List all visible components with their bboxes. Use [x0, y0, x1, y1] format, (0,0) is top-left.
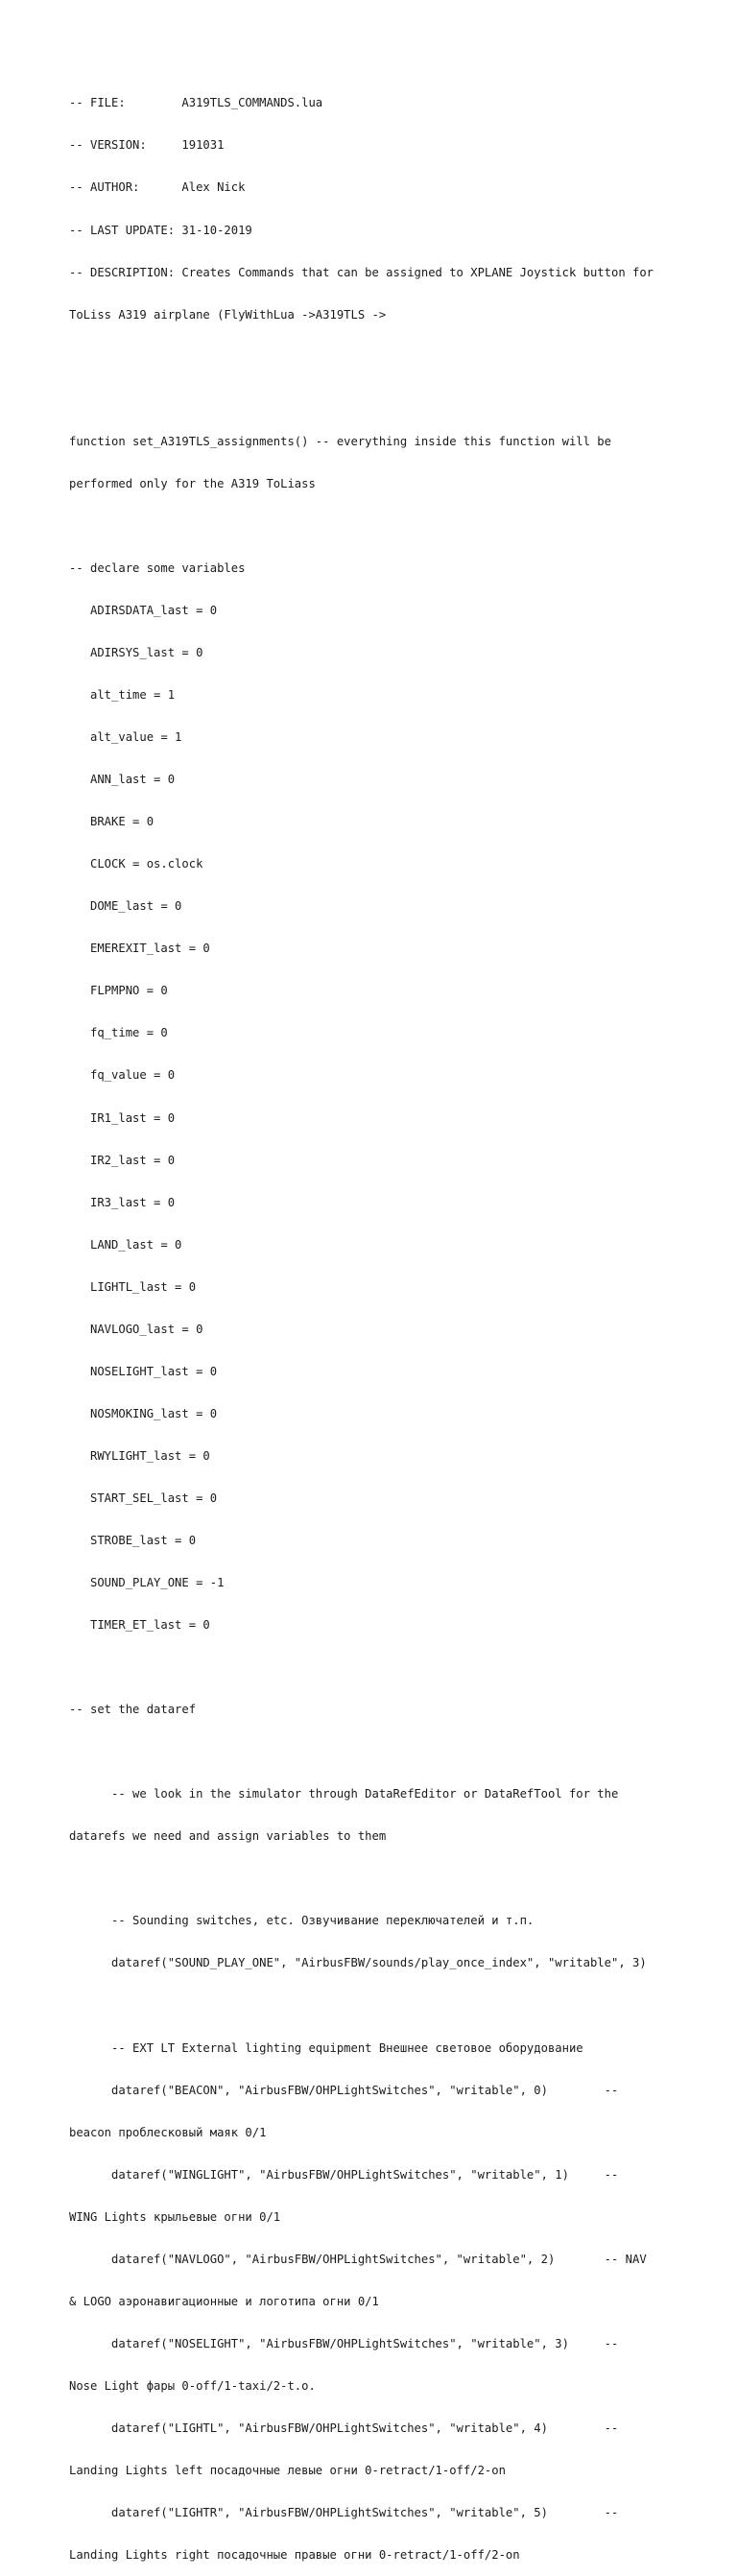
dataref-call-line: dataref("WINGLIGHT", "AirbusFBW/OHPLightSwitches", "writable", 1) -- — [69, 2167, 619, 2182]
variable-line: IR1_last = 0 — [69, 1110, 176, 1125]
variable-line: NAVLOGO_last = 0 — [69, 1322, 203, 1336]
header-description-line: -- DESCRIPTION: Creates Commands that can be assigned to XPLANE Joystick button for — [69, 265, 654, 279]
sound-comment-line: -- Sounding switches, etc. Озвучивание переключателей и т.п. — [69, 1914, 535, 1928]
dataref-comment-continuation: WING Lights крыльевые огни 0/1 — [69, 2209, 281, 2224]
variable-line: TIMER_ET_last = 0 — [69, 1618, 210, 1633]
blank-line — [69, 1998, 683, 2013]
variable-line: STROBE_last = 0 — [69, 1533, 197, 1547]
blank-line — [69, 393, 683, 407]
variable-line: NOSMOKING_last = 0 — [69, 1406, 218, 1420]
variable-line: alt_value = 1 — [69, 730, 182, 745]
dataref-explanation-continuation: datarefs we need and assign variables to them — [69, 1829, 387, 1844]
variables-comment-line: -- declare some variables — [69, 561, 246, 575]
dataref-call-line: dataref("LIGHTL", "AirbusFBW/OHPLightSwitches", "writable", 4) -- — [69, 2421, 619, 2435]
blank-line — [69, 350, 683, 365]
dataref-call-line: dataref("SOUND_PLAY_ONE", "AirbusFBW/sounds/play_once_index", "writable", 3) — [69, 1956, 647, 1970]
blank-line — [69, 1660, 683, 1675]
variable-line: EMEREXIT_last = 0 — [69, 942, 210, 956]
dataref-comment-continuation: Landing Lights right посадочные правые огни 0-retract/1-off/2-on — [69, 2548, 520, 2563]
document-body — [69, 68, 683, 2576]
function-declaration-line: function set_A319TLS_assignments() -- everything inside this function will be — [69, 434, 611, 448]
header-description-continuation: ToLiss A319 airplane (FlyWithLua ->A319TLS -> — [69, 307, 387, 322]
variable-line: alt_time = 1 — [69, 688, 176, 703]
dataref-section-comment: -- set the dataref — [69, 1703, 197, 1717]
dataref-call-line: dataref("BEACON", "AirbusFBW/OHPLightSwitches", "writable", 0) -- — [69, 2083, 619, 2097]
header-file-line: -- FILE: A319TLS_COMMANDS.lua — [69, 96, 323, 110]
blank-line — [69, 519, 683, 534]
dataref-comment-continuation: Landing Lights left посадочные левые огни 0-retract/1-off/2-on — [69, 2464, 506, 2477]
variable-line: CLOCK = os.clock — [69, 857, 203, 871]
blank-line — [69, 1745, 683, 1759]
dataref-call-line: dataref("NAVLOGO", "AirbusFBW/OHPLightSwitches", "writable", 2) -- NAV — [69, 2252, 647, 2266]
variable-line: RWYLIGHT_last = 0 — [69, 1448, 210, 1463]
header-author-line: -- AUTHOR: Alex Nick — [69, 180, 246, 195]
dataref-comment-continuation: beacon проблесковый маяк 0/1 — [69, 2125, 267, 2139]
variable-line: ADIRSDATA_last = 0 — [69, 603, 218, 617]
variable-line: NOSELIGHT_last = 0 — [69, 1364, 218, 1378]
variable-line: ADIRSYS_last = 0 — [69, 645, 203, 659]
variable-line: LIGHTL_last = 0 — [69, 1279, 197, 1294]
variable-line: DOME_last = 0 — [69, 899, 182, 914]
dataref-call-line: dataref("LIGHTR", "AirbusFBW/OHPLightSwitches", "writable", 5) -- — [69, 2506, 619, 2520]
dataref-comment-continuation: & LOGO аэронавигационные и логотипа огни 0/1 — [69, 2294, 379, 2308]
dataref-explanation-comment: -- we look in the simulator through DataRefEditor or DataRefTool for the — [69, 1787, 619, 1801]
variable-line: START_SEL_last = 0 — [69, 1491, 218, 1505]
variable-line: IR2_last = 0 — [69, 1153, 176, 1167]
function-declaration-continuation: performed only for the A319 ToLiass — [69, 476, 316, 490]
header-version-line: -- VERSION: 191031 — [69, 138, 225, 153]
variable-line: fq_value = 0 — [69, 1068, 176, 1083]
variable-line: SOUND_PLAY_ONE = -1 — [69, 1576, 225, 1590]
variable-line: LAND_last = 0 — [69, 1237, 182, 1252]
variable-line: ANN_last = 0 — [69, 773, 176, 787]
variable-line: FLPMPNO = 0 — [69, 984, 168, 998]
variable-line: fq_time = 0 — [69, 1026, 168, 1040]
variable-line: IR3_last = 0 — [69, 1195, 176, 1209]
dataref-comment-continuation: Nose Light фары 0-off/1-taxi/2-t.o. — [69, 2378, 316, 2393]
variable-line: BRAKE = 0 — [69, 815, 155, 829]
header-last-update-line: -- LAST UPDATE: 31-10-2019 — [69, 223, 252, 237]
ext-lt-comment-line: -- EXT LT External lighting equipment Внешнее световое оборудование — [69, 2040, 583, 2055]
dataref-call-line: dataref("NOSELIGHT", "AirbusFBW/OHPLightSwitches", "writable", 3) -- — [69, 2336, 619, 2350]
blank-line — [69, 1872, 683, 1886]
